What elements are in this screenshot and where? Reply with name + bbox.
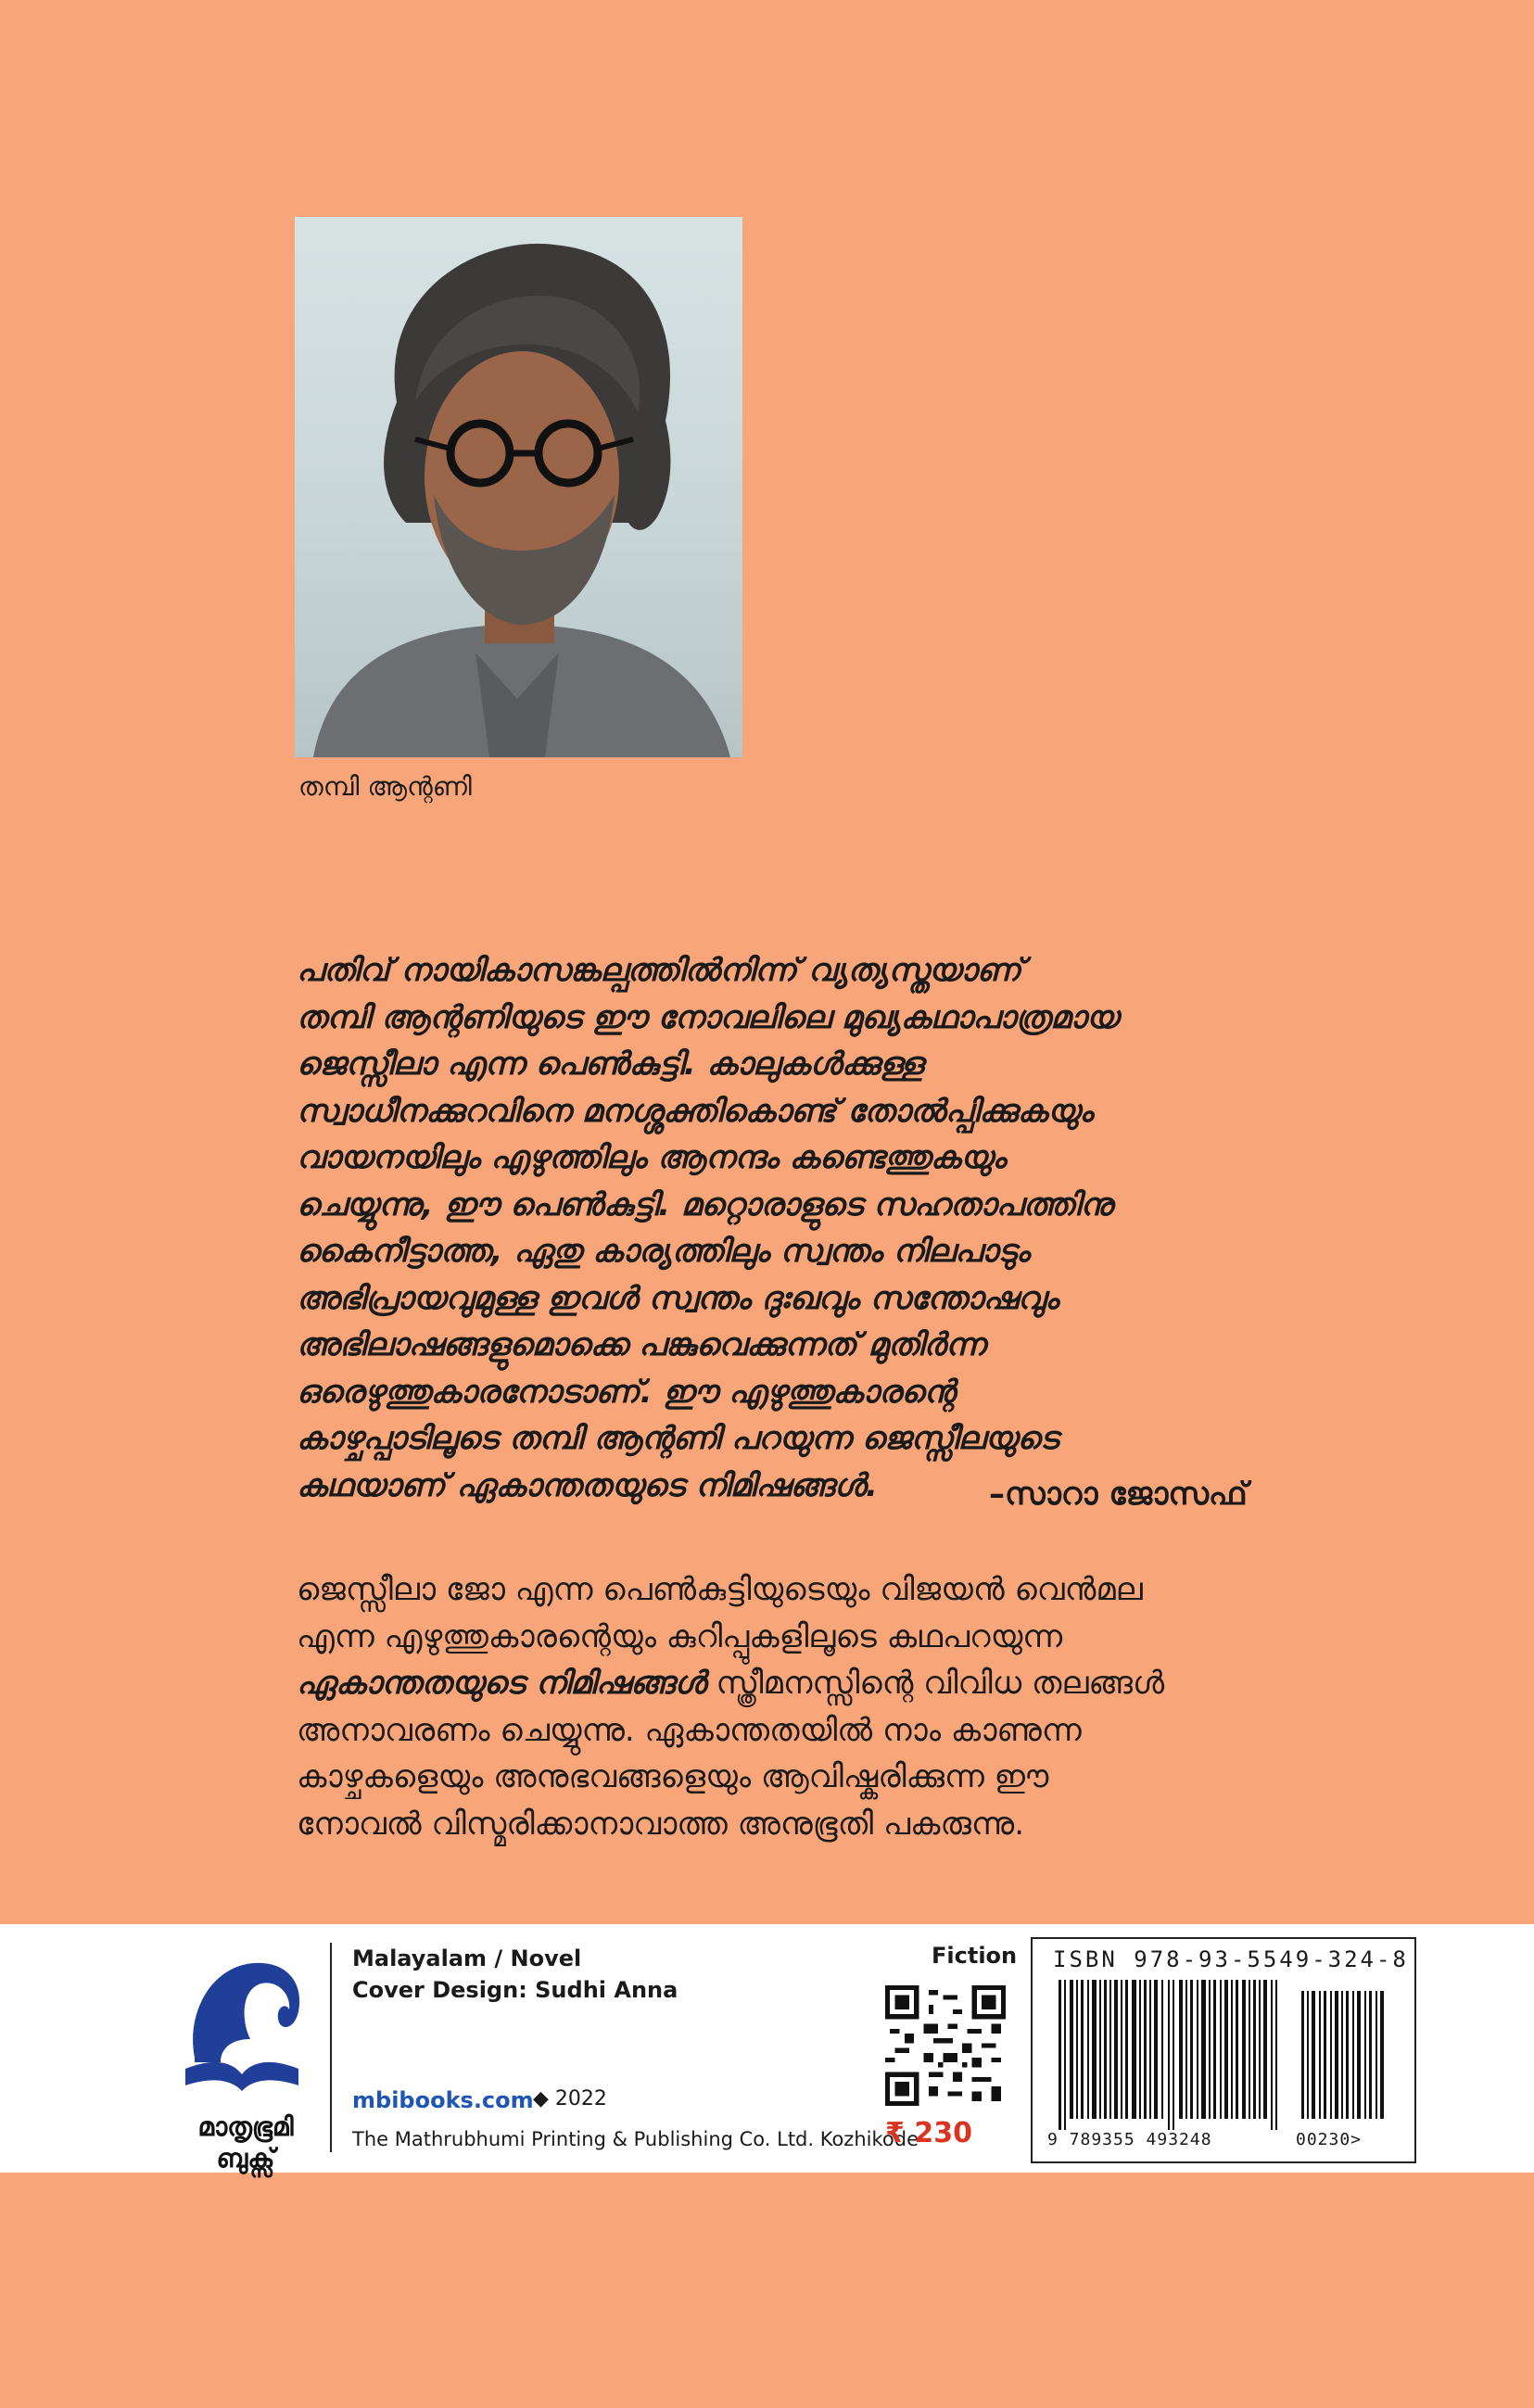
genre-label: Fiction bbox=[932, 1943, 1018, 1969]
barcode-icon bbox=[1044, 1980, 1403, 2130]
isbn-number: ISBN 978-93-5549-324-8 bbox=[1053, 1946, 1409, 1972]
publisher-logo-text bbox=[167, 2111, 324, 2174]
divider bbox=[330, 1943, 332, 2152]
isbn-barcode bbox=[1031, 1937, 1416, 2163]
quote-line: അഭിപ്രായവുമുള്ള ഇവൾ സ്വന്തം ദുഃഖവും സന്തോഷവും bbox=[297, 1279, 1059, 1317]
description-line: നോവൽ വിസ്മരിക്കാനാവാത്ത അനുഭൂതി പകരുന്നു. bbox=[297, 1805, 1025, 1843]
publisher-band bbox=[0, 1924, 1534, 2173]
book-category: Malayalam / Novel bbox=[352, 1945, 582, 1971]
publisher-website-link[interactable]: mbibooks.com bbox=[352, 2087, 534, 2113]
barcode-addon-digits: 00230> bbox=[1296, 2130, 1363, 2149]
quote-attribution: –സാറാ ജോസഫ് bbox=[989, 1476, 1248, 1513]
author-photo bbox=[295, 217, 742, 757]
quote-line: കാഴ്ചപ്പാടിലൂടെ തമ്പി ആന്റണി പറയുന്ന ജെസ്സീലയുടെ bbox=[297, 1420, 1059, 1457]
elephant-logo-icon bbox=[176, 1946, 308, 2113]
logo-line-1: മാതൃഭൂമി bbox=[197, 2111, 294, 2142]
description-line: കാഴ്ചകളെയും അനുഭവങ്ങളെയും ആവിഷ്കരിക്കുന്ന ഈ bbox=[297, 1758, 1049, 1795]
description-line bbox=[297, 1660, 1325, 1707]
quote-line: സ്വാധീനക്കുറവിനെ മനശ്ശക്തികൊണ്ട് തോൽപ്പിക്കുകയും bbox=[297, 1092, 1094, 1130]
quote-line: ജെസ്സീലാ എന്ന പെൺകുട്ടി. കാലുകൾക്കുള്ള bbox=[297, 1046, 924, 1083]
description-text: സ്ത്രീമനസ്സിന്റെ വിവിധ തലങ്ങൾ bbox=[705, 1665, 1165, 1702]
book-title: ഏകാന്തതയുടെ നിമിഷങ്ങൾ bbox=[297, 1665, 706, 1702]
quote-line: പതിവ് നായികാസങ്കല്പത്തിൽനിന്ന് വ്യത്യസ്തയാണ് bbox=[297, 952, 1021, 989]
book-description bbox=[297, 1566, 1325, 1847]
book-info bbox=[352, 1943, 678, 2006]
description-line: ജെസ്സീലാ ജോ എന്ന പെൺകുട്ടിയുടെയും വിജയൻ വെൻമല bbox=[297, 1571, 1143, 1608]
quote-line: അഭിലാഷങ്ങളുമൊക്കെ പങ്കുവെക്കുന്നത് മുതിർന്ന bbox=[297, 1326, 986, 1363]
quote-line: കൈനീട്ടാത്ത, ഏതു കാര്യത്തിലും സ്വന്തം നിലപാടും bbox=[297, 1233, 1030, 1270]
quote-line: കഥയാണ് ഏകാന്തതയുടെ നിമിഷങ്ങൾ. bbox=[297, 1466, 878, 1504]
barcode-digits: 9 789355 493248 bbox=[1047, 2130, 1212, 2149]
logo-line-2: ബുക്സ് bbox=[216, 2143, 275, 2174]
quote-line: ചെയ്യുന്നു, ഈ പെൺകുട്ടി. മറ്റൊരാളുടെ സഹതാപത്തിനു bbox=[297, 1185, 1113, 1223]
price-label: ₹ 230 bbox=[885, 2117, 972, 2149]
description-line: എന്ന എഴുത്തുകാരന്റെയും കുറിപ്പുകളിലൂടെ കഥപറയുന്ന bbox=[297, 1617, 1063, 1655]
printer-credit: The Mathrubhumi Printing & Publishing Co. Ltd. Kozhikode bbox=[352, 2128, 919, 2150]
quote-line: ഒരെഴുത്തുകാരനോടാണ്. ഈ എഴുത്തുകാരന്റെ bbox=[297, 1373, 956, 1411]
qr-code-icon bbox=[885, 1985, 1006, 2106]
quote-line: വായനയിലും എഴുത്തിലും ആനന്ദം കണ്ടെത്തുകയും bbox=[297, 1139, 1007, 1176]
author-caption: തമ്പി ആന്റണി bbox=[298, 771, 472, 802]
cover-design-credit: Cover Design: Sudhi Anna bbox=[352, 1977, 678, 2003]
publication-year: ◆ 2022 bbox=[533, 2087, 607, 2110]
quote-line: തമ്പി ആന്റണിയുടെ ഈ നോവലിലെ മുഖ്യകഥാപാത്രമായ bbox=[297, 998, 1119, 1036]
description-line: അനാവരണം ചെയ്യുന്നു. ഏകാന്തതയിൽ നാം കാണുന്ന bbox=[297, 1711, 1082, 1749]
blurb-quote bbox=[297, 947, 1325, 1509]
